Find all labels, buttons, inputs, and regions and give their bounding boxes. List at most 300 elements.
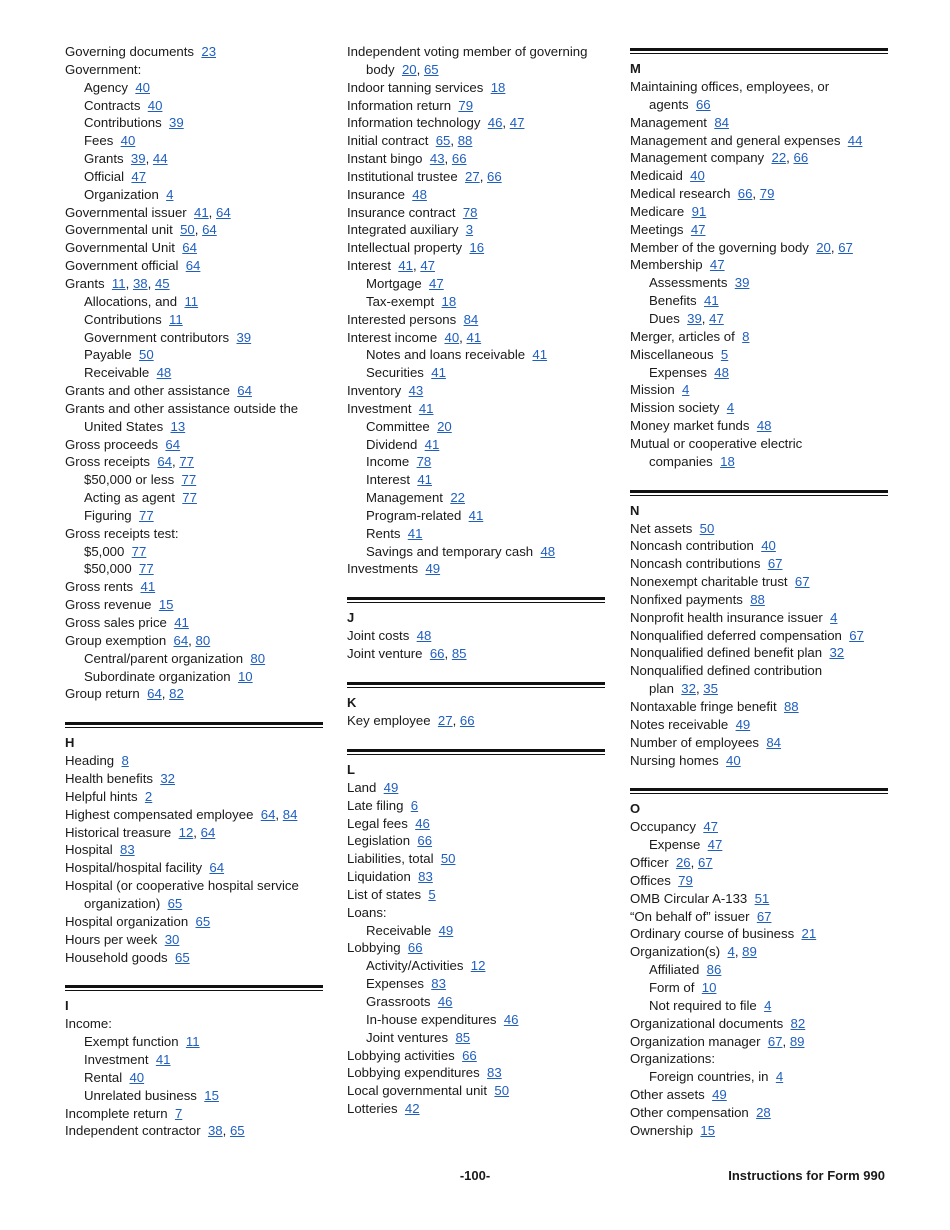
- index-term: Governmental unit: [65, 222, 173, 238]
- page-reference-link[interactable]: 4: [166, 186, 174, 202]
- index-entry: [65, 596, 323, 614]
- page-reference-link[interactable]: 88: [457, 133, 473, 149]
- page-reference-link[interactable]: 66: [462, 1047, 477, 1063]
- index-entry: [65, 770, 323, 788]
- index-term: Benefits: [649, 293, 697, 309]
- page-reference-link[interactable]: 42: [404, 1101, 420, 1117]
- page-reference-link[interactable]: 85: [451, 646, 467, 662]
- page-reference-link[interactable]: 43: [408, 383, 424, 399]
- page-reference-link[interactable]: 66: [737, 186, 753, 202]
- index-subentry: [347, 436, 605, 454]
- page-reference-link[interactable]: 45: [154, 275, 170, 291]
- index-term: Central/parent organization: [84, 650, 244, 666]
- index-entry: [65, 257, 323, 275]
- index-subentry: Dues 39, 47: [649, 310, 724, 326]
- page-reference-link[interactable]: 67: [697, 855, 713, 871]
- page-reference-link[interactable]: 64: [209, 860, 225, 876]
- page-reference-link[interactable]: 27: [465, 168, 480, 184]
- index-entry: Organization manager 67, 89: [630, 1033, 805, 1049]
- index-entry: [65, 788, 323, 806]
- page-reference-link[interactable]: 23: [201, 44, 217, 59]
- index-subentry: [65, 168, 323, 186]
- page-reference-link[interactable]: 48: [156, 365, 172, 381]
- page-reference-link[interactable]: 50: [440, 851, 456, 867]
- page-reference-link[interactable]: 12: [470, 958, 486, 974]
- page-reference-link[interactable]: 47: [509, 115, 525, 131]
- index-term: Household goods: [65, 949, 168, 965]
- page-reference-link[interactable]: 22: [771, 150, 787, 166]
- page-reference-link[interactable]: 44: [152, 151, 168, 167]
- index-term: Dividend: [366, 436, 418, 452]
- index-term: Lobbying expenditures: [347, 1065, 480, 1081]
- page-reference-link[interactable]: 50: [180, 222, 195, 238]
- page-reference-link[interactable]: 47: [707, 837, 723, 853]
- index-entry: [347, 779, 605, 797]
- page-reference-link[interactable]: 89: [742, 944, 757, 960]
- index-subentry: [347, 489, 605, 507]
- page-reference-link[interactable]: 46: [487, 115, 503, 131]
- index-entry: [347, 400, 605, 418]
- page-reference-link[interactable]: 79: [458, 97, 474, 113]
- page-reference-link[interactable]: 16: [469, 240, 485, 256]
- page-reference-link[interactable]: 43: [429, 151, 445, 167]
- page-reference-link[interactable]: 4: [682, 382, 690, 398]
- page-reference-link[interactable]: 77: [131, 543, 147, 559]
- page-reference-link[interactable]: 64: [216, 204, 231, 220]
- page-reference-link[interactable]: 8: [742, 328, 750, 344]
- index-term: Acting as agent: [84, 490, 175, 506]
- index-column-1: [65, 43, 323, 1140]
- page-reference-link[interactable]: 85: [455, 1029, 471, 1045]
- page-reference-link[interactable]: 40: [135, 79, 150, 95]
- page-reference-link[interactable]: 8: [121, 753, 129, 769]
- page-reference-link[interactable]: 84: [766, 734, 782, 750]
- index-entry: [347, 1082, 605, 1100]
- page-reference-link[interactable]: 49: [712, 1087, 727, 1103]
- index-term: Noncash contribution: [630, 538, 754, 554]
- section-divider-thin: [347, 754, 605, 755]
- index-column-3: [630, 43, 888, 1140]
- page-reference-link[interactable]: 41: [418, 400, 434, 416]
- index-term: Organization manager: [630, 1033, 761, 1049]
- page-reference-link[interactable]: 22: [450, 490, 465, 506]
- index-subentry: [630, 836, 888, 854]
- page-reference-link[interactable]: 40: [147, 97, 163, 113]
- index-entry: [65, 841, 323, 859]
- index-entry: [630, 1015, 888, 1033]
- page-reference-link[interactable]: 39: [169, 115, 184, 131]
- page-reference-link[interactable]: 41: [466, 329, 482, 345]
- page-reference-link[interactable]: 27: [437, 713, 453, 728]
- page-reference-link[interactable]: 65: [435, 133, 451, 149]
- index-term: Government official: [65, 258, 179, 274]
- page-reference-link[interactable]: 35: [703, 681, 718, 697]
- page-reference-link[interactable]: 48: [416, 628, 432, 644]
- page-reference-link[interactable]: 49: [383, 779, 399, 795]
- page-reference-link[interactable]: 12: [178, 824, 194, 840]
- page-reference-link[interactable]: 38: [207, 1123, 223, 1139]
- page-reference-link[interactable]: 5: [428, 886, 436, 902]
- index-entry: [630, 221, 888, 239]
- page-reference-link[interactable]: 41: [174, 615, 189, 630]
- page-reference-link[interactable]: 67: [767, 1033, 783, 1049]
- page-reference-link[interactable]: 18: [720, 453, 735, 469]
- page-reference-link[interactable]: 48: [412, 186, 427, 202]
- index-entry: [65, 400, 323, 418]
- index-term: Officer: [630, 855, 669, 871]
- page-reference-link[interactable]: 88: [750, 591, 765, 607]
- section-divider: [347, 749, 605, 752]
- index-entry: [65, 436, 323, 454]
- index-entry: Instant bingo 43, 66: [347, 151, 467, 167]
- page-reference-link[interactable]: 15: [158, 597, 174, 613]
- index-subentry: [65, 543, 323, 561]
- index-term: Nursing homes: [630, 752, 719, 768]
- page-reference-link[interactable]: 32: [829, 645, 845, 661]
- index-term: Interest income: [347, 329, 438, 345]
- page-reference-link[interactable]: 41: [155, 1052, 171, 1068]
- page-reference-link[interactable]: 41: [398, 258, 413, 274]
- page-reference-link[interactable]: 83: [119, 842, 135, 858]
- index-subentry: [65, 346, 323, 364]
- index-entry: Independent contractor 38, 65: [65, 1123, 245, 1139]
- page-reference-link[interactable]: 6: [410, 797, 419, 813]
- page-reference-link[interactable]: 49: [425, 561, 441, 577]
- page-reference-link[interactable]: 78: [462, 204, 478, 220]
- page-reference-link[interactable]: 46: [437, 993, 453, 1009]
- page-reference-link[interactable]: 40: [726, 752, 741, 768]
- index-term: Gross rents: [65, 579, 134, 595]
- page-reference-link[interactable]: 84: [463, 311, 479, 327]
- index-term: Expenses: [366, 976, 424, 992]
- index-entry: [347, 204, 605, 222]
- page-reference-link[interactable]: 4: [764, 997, 772, 1013]
- index-term: body: [366, 61, 395, 77]
- page-reference-link[interactable]: 39: [130, 151, 146, 167]
- index-entry: Joint venture 66, 85: [347, 646, 467, 662]
- page-reference-link[interactable]: 83: [418, 869, 433, 885]
- page-reference-link[interactable]: 47: [709, 257, 725, 273]
- page-reference-link[interactable]: 41: [468, 507, 484, 523]
- page-reference-link[interactable]: 82: [790, 1015, 806, 1031]
- index-term: Other assets: [630, 1087, 705, 1103]
- page-reference-link[interactable]: 47: [690, 221, 706, 237]
- page-reference-link[interactable]: 49: [735, 716, 751, 732]
- index-term: Investment: [347, 400, 412, 416]
- page-reference-link[interactable]: 67: [849, 627, 864, 643]
- page-reference-link[interactable]: 40: [444, 329, 460, 345]
- page-reference-link[interactable]: 11: [185, 1034, 200, 1050]
- index-entry: [65, 1105, 323, 1123]
- page-reference-link[interactable]: 64: [147, 686, 162, 702]
- index-entry: [347, 797, 605, 815]
- index-entry: [630, 417, 888, 435]
- page-reference-link[interactable]: 44: [847, 132, 863, 148]
- page-reference-link[interactable]: 77: [181, 472, 197, 488]
- index-term: Investments: [347, 561, 419, 577]
- index-term: Management company: [630, 150, 765, 166]
- index-entry: [347, 1064, 605, 1082]
- page-reference-link[interactable]: 15: [700, 1122, 716, 1138]
- index-term: Health benefits: [65, 771, 153, 787]
- page-reference-link[interactable]: 64: [182, 240, 197, 256]
- index-entry: [347, 43, 605, 61]
- page-reference-link[interactable]: 88: [783, 699, 799, 714]
- index-entry: Institutional trustee 27, 66: [347, 168, 502, 184]
- index-term: Integrated auxiliary: [347, 222, 459, 238]
- page-reference-link[interactable]: 4: [727, 944, 735, 960]
- index-entry: [630, 78, 888, 96]
- page-reference-link[interactable]: 84: [714, 114, 729, 130]
- index-entry: [347, 1100, 605, 1118]
- page-reference-link[interactable]: 77: [182, 490, 197, 506]
- page-reference-link[interactable]: 67: [794, 574, 810, 590]
- index-entry: Initial contract 65, 88: [347, 133, 473, 149]
- page-reference-link[interactable]: 89: [789, 1033, 805, 1049]
- index-subentry: [65, 293, 323, 311]
- page-reference-link[interactable]: 91: [691, 203, 707, 219]
- index-term: Lobbying activities: [347, 1047, 455, 1063]
- page-reference-link[interactable]: 41: [194, 204, 209, 220]
- index-term: Group return: [65, 686, 140, 702]
- index-term: Group exemption: [65, 632, 167, 648]
- page-reference-link[interactable]: 32: [681, 681, 696, 697]
- page-reference-link[interactable]: 66: [487, 168, 502, 184]
- index-subentry: [347, 543, 605, 561]
- index-term: Mortgage: [366, 275, 422, 291]
- page-reference-link[interactable]: 39: [687, 310, 702, 326]
- page-reference-link[interactable]: 80: [250, 650, 266, 666]
- page-reference-link[interactable]: 79: [678, 872, 693, 888]
- page-reference-link[interactable]: 48: [540, 543, 556, 559]
- index-term: Late filing: [347, 797, 404, 813]
- index-term: Liabilities, total: [347, 851, 434, 867]
- page-reference-link[interactable]: 48: [756, 418, 772, 434]
- page-reference-link[interactable]: 49: [438, 922, 454, 938]
- index-term: Notes receivable: [630, 716, 729, 732]
- page-reference-link[interactable]: 41: [140, 579, 156, 595]
- page-reference-link[interactable]: 65: [174, 949, 190, 965]
- page-reference-link[interactable]: 66: [451, 151, 467, 167]
- page-reference-link[interactable]: 80: [195, 632, 211, 648]
- page-reference-link[interactable]: 48: [714, 364, 729, 380]
- page-reference-link[interactable]: 65: [195, 913, 211, 929]
- page-reference-link[interactable]: 41: [417, 472, 432, 488]
- page-reference-link[interactable]: 66: [695, 96, 711, 112]
- index-entry: [630, 435, 888, 453]
- page-reference-link[interactable]: 50: [494, 1083, 510, 1099]
- page-reference-link[interactable]: 38: [132, 275, 148, 291]
- page-reference-link[interactable]: 64: [185, 258, 201, 274]
- page-reference-link[interactable]: 67: [756, 908, 772, 924]
- index-entry: Officer 26, 67: [630, 855, 713, 871]
- index-entry: [630, 752, 888, 770]
- page-reference-link[interactable]: 41: [703, 293, 719, 309]
- page-reference-link[interactable]: 64: [173, 632, 189, 648]
- page-reference-link[interactable]: 47: [420, 258, 435, 274]
- page-reference-link[interactable]: 64: [260, 806, 276, 822]
- page-reference-link[interactable]: 64: [157, 454, 173, 470]
- index-entry: [65, 239, 323, 257]
- page-reference-link[interactable]: 50: [699, 520, 715, 536]
- index-subentry: [65, 1051, 323, 1069]
- page-reference-link[interactable]: 84: [282, 806, 298, 822]
- page-reference-link[interactable]: 4: [775, 1069, 784, 1085]
- page-reference-link[interactable]: 77: [138, 507, 154, 523]
- index-term: Institutional trustee: [347, 168, 458, 184]
- index-term: Hospital (or cooperative hospital service: [65, 878, 299, 894]
- page-reference-link[interactable]: 65: [167, 895, 183, 911]
- page-reference-link[interactable]: 21: [801, 926, 817, 942]
- page-reference-link[interactable]: 18: [490, 79, 506, 95]
- section-letter-heading: H: [65, 735, 75, 751]
- page-reference-link[interactable]: 46: [503, 1011, 519, 1027]
- page-reference-link[interactable]: 64: [200, 824, 216, 840]
- index-term: United States: [84, 418, 164, 434]
- page-reference-link[interactable]: 67: [767, 556, 783, 572]
- page-reference-link[interactable]: 65: [423, 61, 439, 77]
- section-divider-thin: [630, 53, 888, 54]
- index-term: Not required to file: [649, 997, 757, 1013]
- page-reference-link[interactable]: 66: [459, 713, 475, 728]
- page-reference-link[interactable]: 77: [179, 454, 195, 470]
- page-reference-link[interactable]: 51: [754, 890, 770, 906]
- index-entry-continuation: [65, 895, 323, 913]
- page-reference-link[interactable]: 11: [169, 311, 183, 327]
- page-reference-link[interactable]: 47: [703, 819, 718, 835]
- index-term: Expense: [649, 837, 701, 853]
- page-reference-link[interactable]: 41: [431, 365, 446, 381]
- page-reference-link[interactable]: 10: [701, 979, 717, 995]
- page-reference-link[interactable]: 30: [164, 931, 180, 947]
- page-reference-link[interactable]: 46: [415, 815, 430, 831]
- page-reference-link[interactable]: 41: [424, 436, 440, 452]
- page-reference-link[interactable]: 77: [139, 561, 154, 577]
- page-reference-link[interactable]: 83: [487, 1065, 502, 1081]
- index-term: Program-related: [366, 507, 462, 523]
- index-term: Nonqualified deferred compensation: [630, 627, 842, 643]
- page-reference-link[interactable]: 67: [838, 239, 853, 255]
- page-reference-link[interactable]: 40: [129, 1069, 145, 1085]
- index-term: Member of the governing body: [630, 239, 809, 255]
- index-term: Nonexempt charitable trust: [630, 574, 788, 590]
- index-entry: [65, 859, 323, 877]
- page-reference-link[interactable]: 66: [407, 940, 423, 956]
- page-reference-link[interactable]: 5: [720, 346, 729, 362]
- index-entry: Information technology 46, 47: [347, 115, 525, 131]
- index-subentry: Grants 39, 44: [84, 151, 168, 167]
- page-reference-link[interactable]: 13: [170, 418, 186, 434]
- page-reference-link[interactable]: 64: [202, 222, 217, 238]
- page-reference-link[interactable]: 4: [726, 400, 735, 416]
- index-entry: Grants 11, 38, 45: [65, 275, 170, 291]
- page-reference-link[interactable]: 41: [407, 525, 423, 541]
- index-entry: [630, 1050, 888, 1068]
- index-entry: [347, 239, 605, 257]
- page-reference-link[interactable]: 11: [184, 293, 199, 309]
- index-entry: [65, 43, 323, 61]
- page-reference-link[interactable]: 66: [429, 646, 445, 662]
- index-entry-continuation: [65, 418, 323, 436]
- page-reference-link[interactable]: 79: [759, 186, 775, 202]
- index-term: Instant bingo: [347, 151, 423, 167]
- index-term: Interest: [366, 472, 410, 488]
- page-reference-link[interactable]: 65: [229, 1123, 245, 1139]
- page-reference-link[interactable]: 40: [761, 538, 776, 554]
- index-subentry: [65, 489, 323, 507]
- index-term: Helpful hints: [65, 788, 138, 804]
- page-reference-link[interactable]: 66: [417, 833, 433, 849]
- index-subentry: [630, 274, 888, 292]
- section-divider: [347, 597, 605, 600]
- page-reference-link[interactable]: 82: [169, 686, 184, 702]
- index-subentry: [65, 471, 323, 489]
- index-entry: [630, 399, 888, 417]
- page-reference-link[interactable]: 40: [120, 133, 136, 149]
- page-reference-link[interactable]: 47: [131, 168, 147, 184]
- page-reference-link[interactable]: 3: [465, 222, 474, 238]
- page-reference-link[interactable]: 64: [165, 436, 181, 452]
- page-reference-link[interactable]: 66: [793, 150, 809, 166]
- index-term: Gross receipts: [65, 454, 151, 470]
- index-term: Number of employees: [630, 734, 760, 750]
- index-term: Insurance: [347, 186, 405, 202]
- section-divider: [630, 490, 888, 493]
- page-reference-link[interactable]: 39: [734, 275, 750, 291]
- page-reference-link[interactable]: 20: [437, 418, 452, 434]
- page-reference-link[interactable]: 11: [111, 275, 126, 291]
- page-reference-link[interactable]: 64: [237, 383, 252, 399]
- index-entry: [65, 931, 323, 949]
- section-divider-thin: [65, 727, 323, 728]
- page-reference-link[interactable]: 47: [429, 275, 444, 291]
- index-entry: [347, 97, 605, 115]
- page-reference-link[interactable]: 15: [204, 1087, 219, 1103]
- page-reference-link[interactable]: 20: [816, 239, 831, 255]
- index-term: Other compensation: [630, 1104, 749, 1120]
- page-reference-link[interactable]: 7: [174, 1105, 183, 1121]
- index-entry: [65, 877, 323, 895]
- index-term: Mission: [630, 382, 675, 398]
- index-entry: [65, 1015, 323, 1033]
- index-term: Hospital organization: [65, 913, 189, 929]
- index-subentry: [347, 364, 605, 382]
- index-term: Grants: [84, 151, 124, 167]
- index-term: Tax-exempt: [366, 293, 435, 309]
- page-reference-link[interactable]: 50: [139, 347, 154, 363]
- index-entry: [347, 815, 605, 833]
- page-reference-link[interactable]: 28: [756, 1104, 771, 1120]
- page-reference-link[interactable]: 18: [441, 293, 457, 309]
- page-reference-link[interactable]: 83: [431, 976, 446, 992]
- page-reference-link[interactable]: 26: [675, 855, 691, 871]
- page-reference-link[interactable]: 78: [416, 454, 432, 470]
- page-reference-link[interactable]: 10: [237, 668, 253, 684]
- index-entry: [630, 890, 888, 908]
- index-entry: Interest income 40, 41: [347, 329, 482, 345]
- page-reference-link[interactable]: 40: [690, 168, 705, 184]
- page-reference-link[interactable]: 86: [706, 962, 722, 978]
- page-reference-link[interactable]: 20: [401, 61, 417, 77]
- page-reference-link[interactable]: 41: [532, 347, 548, 363]
- page-reference-link[interactable]: 47: [709, 310, 724, 326]
- index-subentry: [347, 507, 605, 525]
- page-reference-link[interactable]: 2: [144, 788, 153, 804]
- page-reference-link[interactable]: 39: [236, 329, 252, 345]
- page-reference-link[interactable]: 4: [830, 609, 838, 625]
- index-term: Notes and loans receivable: [366, 347, 526, 363]
- page-reference-link[interactable]: 32: [160, 771, 175, 787]
